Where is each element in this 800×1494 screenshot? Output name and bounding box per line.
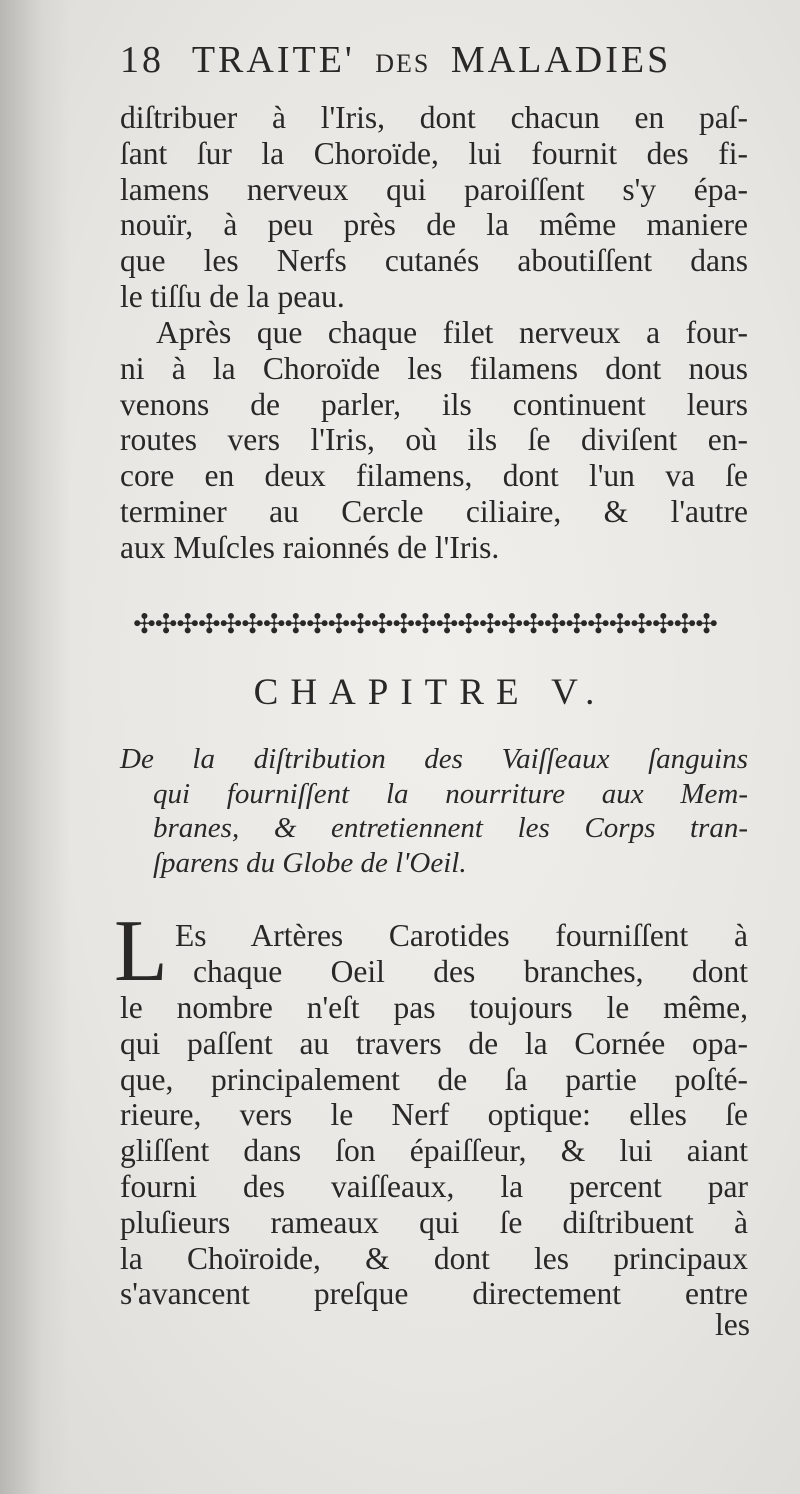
printers-ornament-band: ✣✣✣✣✣✣✣✣✣✣✣✣✣✣✣✣✣✣✣✣✣✣✣✣✣✣✣ <box>133 609 717 640</box>
text-line: venons de parler, ils continuent leurs <box>120 386 748 422</box>
subtitle-line: ſparens du Globe de l'Oeil. <box>153 846 467 879</box>
text-line: routes vers l'Iris, où ils ſe diviſent en- <box>120 422 748 458</box>
text-line: pluſieurs rameaux qui ſe diſtribuent à <box>120 1204 748 1240</box>
text-line: le nombre n'eſt pas toujours le même, <box>120 990 748 1025</box>
header-title-traite: TRAITE' <box>191 39 355 81</box>
page-number: 18 <box>120 39 164 81</box>
text-line: Es Artères Carotides fourniſſent à <box>175 918 748 953</box>
text-line: ſant ſur la Choroïde, lui fournit des fi- <box>120 135 748 171</box>
paragraph-2 <box>120 315 748 566</box>
text-line: core en deux filamens, dont l'un va ſe <box>120 458 748 494</box>
text-line: diſtribuer à l'Iris, dont chacun en paſ- <box>120 100 748 135</box>
paragraph-3 <box>120 990 748 1312</box>
gutter-shadow <box>0 0 70 1494</box>
text-line: lamens nerveux qui paroiſſent s'y épa- <box>120 171 748 207</box>
header-title-maladies: MALADIES <box>450 39 672 81</box>
text-line: gliſſent dans ſon épaiſſeur, & lui aiant <box>120 1133 748 1169</box>
text-line: terminer au Cercle ciliaire, & l'autre <box>120 493 748 529</box>
paragraph-3-opening <box>175 918 748 990</box>
paragraph-1 <box>120 100 748 315</box>
subtitle-line: De la diſtribution des Vaiſſeaux ſanguins <box>120 743 748 775</box>
chapter-subtitle <box>120 742 748 880</box>
drop-capital: L <box>114 903 168 1000</box>
chapter-title: CHAPITRE V. <box>253 672 607 713</box>
text-line: que, principalement de ſa partie poſté- <box>120 1061 748 1097</box>
text-line: rieure, vers le Nerf optique: elles ſe <box>120 1097 748 1133</box>
header-title-des: DES <box>375 49 431 78</box>
text-line: chaque Oeil des branches, dont <box>193 953 748 989</box>
text-line: nouïr, à peu près de la même maniere <box>120 207 748 243</box>
text-line: la Choïroide, & dont les principaux <box>120 1240 748 1276</box>
subtitle-line: branes, & entretiennent les Corps tran- <box>153 812 748 844</box>
text-line: ni à la Choroïde les filamens dont nous <box>120 350 748 386</box>
running-header <box>120 38 710 82</box>
text-line: qui paſſent au travers de la Cornée opa- <box>120 1025 748 1061</box>
catchword: les <box>715 1307 750 1342</box>
text-line: que les Nerfs cutanés aboutiſſent dans <box>120 243 748 279</box>
text-line: le tiſſu de la peau. <box>120 278 345 314</box>
text-line: fourni des vaiſſeaux, la percent par <box>120 1168 748 1204</box>
subtitle-line: qui fourniſſent la nourriture aux Mem- <box>153 777 748 810</box>
text-line: s'avancent preſque directement entre <box>120 1276 748 1312</box>
text-line: Après que chaque filet nerveux a four- <box>156 315 748 350</box>
text-line: aux Muſcles raionnés de l'Iris. <box>120 529 500 565</box>
